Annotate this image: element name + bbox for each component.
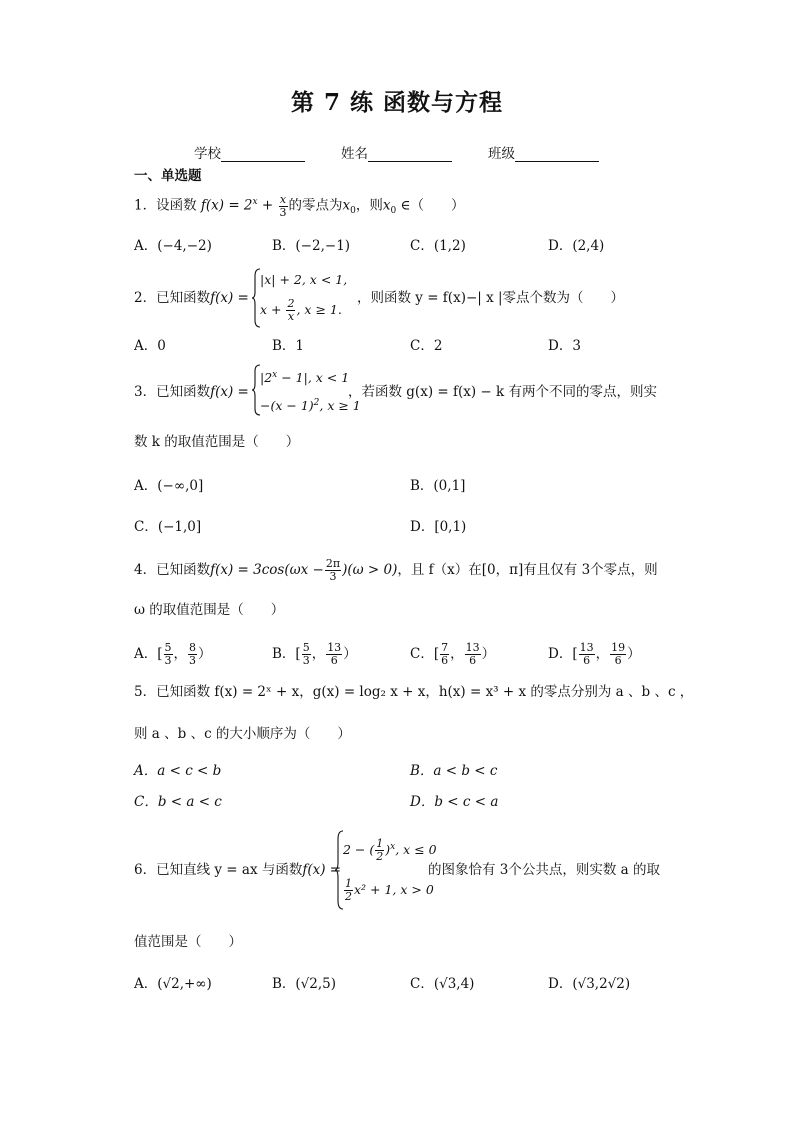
name-blank[interactable] [368,147,452,162]
q5-text-line2: 则 a 、b 、c 的大小顺序为（ ） [134,726,351,742]
q2-option-b[interactable]: B．1 [272,338,305,354]
q5-option-d[interactable]: D．b < c < a [410,794,499,810]
q1-fraction: $\frac{x}{3}$ [279,192,287,219]
q3-function: f(x) = [210,384,249,400]
school-label: 学校 [194,146,221,162]
section-heading: 一、单选题 [134,168,202,184]
q2-option-a[interactable]: A．0 [134,338,166,354]
q1-function: f(x) = 2 [200,197,253,214]
q4-option-b[interactable]: B．[ $\frac{5}{3}$ ， $\frac{13}{6}$ ） [272,641,357,667]
q3-piece-2: $-(x - 1)^2$, x ≥ 1 [260,398,361,414]
question-5: 5．已知函数 f(x) = 2ˣ + x，g(x) = log₂ x + x，h(x) = x³ + x 的零点分别为 a 、b 、c ， [134,684,694,700]
q6-function: f(x) = [302,862,342,878]
q1-option-c[interactable]: C．(1,2) [410,238,466,254]
q4-function: f(x) = 3cos(ωx − [210,562,324,578]
q1-option-b[interactable]: B．(−2,−1) [272,238,351,254]
q6-option-a[interactable]: A．(√2,+∞) [134,976,212,992]
q5-option-c[interactable]: C．b < a < c [134,794,222,810]
page-title: 第 7 练 函数与方程 [290,89,504,116]
q1-plus: + [257,197,278,214]
q4-text-line2: ω 的取值范围是（ ） [134,602,285,618]
q1-option-a[interactable]: A．(−4,−2) [134,238,212,254]
q4-option-d[interactable]: D．[ $\frac{13}{6}$ ， $\frac{19}{6}$ ） [548,641,641,667]
question-3-lead: 3．已知函数f(x) = [134,384,249,400]
q3-option-d[interactable]: D．[0,1) [410,519,467,535]
q6-option-c[interactable]: C．(√3,4) [410,976,475,992]
class-label: 班级 [488,146,515,162]
q6-option-d[interactable]: D．(√3,2√2) [548,976,631,992]
school-field [194,142,305,162]
name-field [341,142,452,162]
q1-prefix: 1．设函数 [134,197,197,214]
q4-option-a[interactable]: A．[ $\frac{5}{3}$ ， $\frac{8}{3}$ ） [134,641,212,667]
q6-piece-2: $\frac{1}{2}$ x² + 1, x > 0 [345,877,434,903]
q5-option-a[interactable]: A．a < c < b [134,763,222,779]
school-blank[interactable] [221,147,305,162]
q3-option-a[interactable]: A．(−∞,0] [134,478,204,494]
q3-option-b[interactable]: B．(0,1] [410,478,466,494]
q3-piece-1: $|2^x - 1|$, x < 1 [260,370,350,386]
q5-option-b[interactable]: B．a < b < c [410,763,498,779]
q2-text: ，则函数 y = f(x)−| x |零点个数为（ ） [357,290,625,306]
q2-function: f(x) = [210,290,249,306]
q2-piece-2: x + $\frac{2}{x}$ , x ≥ 1. [260,297,342,323]
question-4: 4．已知函数f(x) = 3cos(ωx − $\frac{2\pi}{3}$ )(ω > 0)，且 f（x）在[0，π]有且仅有 3个零点，则 [134,557,658,583]
q6-text: 的图象恰有 3个公共点，则实数 a 的取 [428,862,661,878]
q3-text: ，若函数 g(x) = f(x) − k 有两个不同的零点，则实 [348,384,657,400]
name-label: 姓名 [341,146,368,162]
q2-piece-1: |x| + 2, x < 1, [260,272,348,287]
question-2-lead: 2．已知函数f(x) = [134,290,249,306]
q1-exponent: x [252,197,258,207]
q6-option-b[interactable]: B．(√2,5) [272,976,337,992]
q3-option-c[interactable]: C．(−1,0] [134,519,202,535]
q1-text: 的零点为 [288,197,343,214]
question-6-lead: 6．已知直线 y = ax 与函数f(x) = [134,862,342,878]
q6-piece-1: 2 − ( $\frac{1}{2}$ )$^x$, x ≤ 0 [343,837,437,863]
q2-option-d[interactable]: D．3 [548,338,581,354]
q2-option-c[interactable]: C．2 [410,338,443,354]
q4-option-c[interactable]: C．[ $\frac{7}{6}$ ， $\frac{13}{6}$ ） [410,641,496,667]
q3-text-line2: 数 k 的取值范围是（ ） [134,434,300,450]
q6-text-line2: 值范围是（ ） [134,934,242,950]
q1-option-d[interactable]: D．(2,4) [548,238,605,254]
question-1: 1．设函数 $f(x) = 2^x$ + $\frac{x}{3}$ 的零点为$x_0$，则$x_0$ ∈（ ） [134,192,465,219]
class-field [488,142,599,162]
class-blank[interactable] [515,147,599,162]
